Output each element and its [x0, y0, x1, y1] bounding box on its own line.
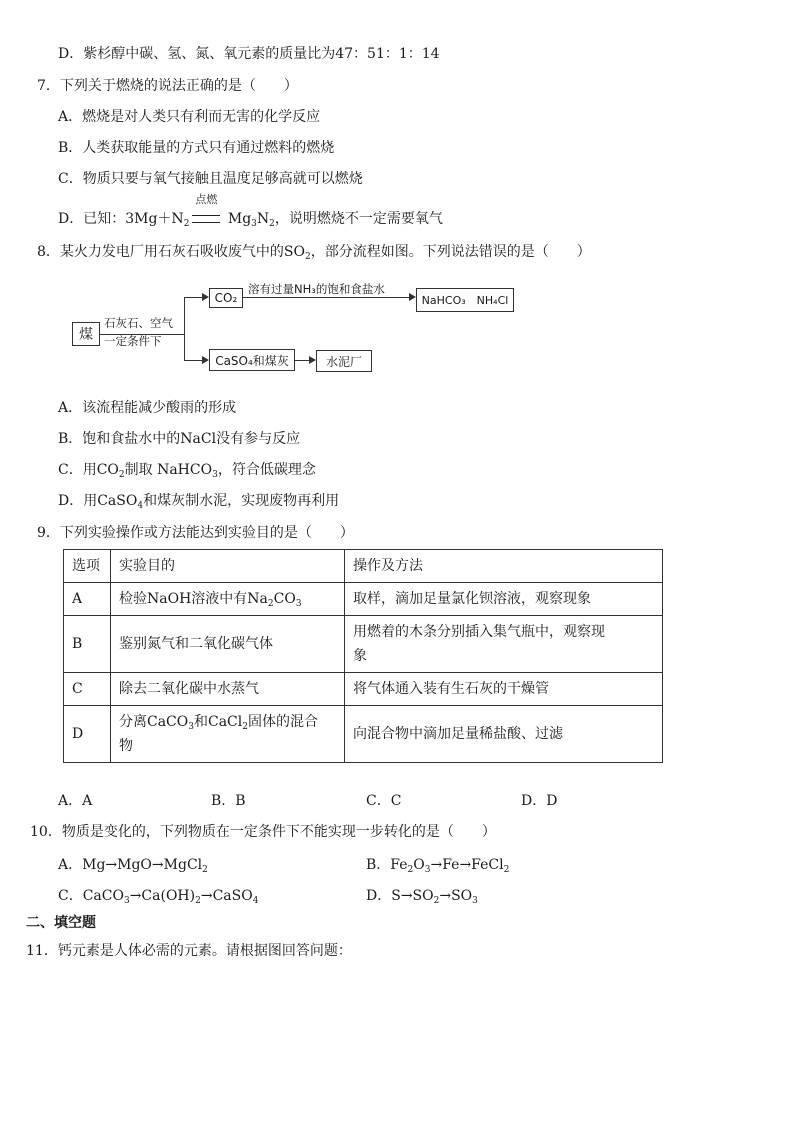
- q9-choice-a: A．A: [58, 793, 93, 809]
- table-row: A 检验NaOH溶液中有$Na_2CO_3$ 取样，滴加足量氯化钡溶液，观察现象: [64, 583, 663, 616]
- q10-stem: 10．物质是变化的，下列物质在一定条件下不能实现一步转化的是（ ）: [30, 824, 496, 840]
- q10-option-d: D．$S\to SO_2\to SO_3$: [366, 888, 478, 906]
- q6-option-d: D．紫杉醇中碳、氢、氮、氧元素的质量比为47：51：1：14: [58, 46, 440, 62]
- cement-plant-box: 水泥厂: [316, 350, 372, 372]
- condition-line-2: 一定条件下: [104, 334, 162, 348]
- table-row: D 分离CaCO$_3$和CaCl$_2$固体的混合 物 向混合物中滴加足量稀盐酸、过滤: [64, 706, 663, 763]
- header-method: 操作及方法: [345, 550, 663, 583]
- q11-stem: 11．钙元素是人体必需的元素。请根据图回答问题：: [26, 943, 352, 959]
- table-row: C 除去二氧化碳中水蒸气 将气体通入装有生石灰的干燥管: [64, 673, 663, 706]
- q10-option-b: B．$Fe_2O_3\to Fe\to FeCl_2$: [366, 857, 510, 875]
- q8-option-d: D．用CaSO$_4$和煤灰制水泥，实现废物再利用: [58, 493, 340, 511]
- table-row: B 鉴别氮气和二氧化碳气体 用燃着的木条分别插入集气瓶中，观察现 象: [64, 616, 663, 673]
- q7-option-c: C．物质只要与氧气接触且温度足够高就可以燃烧: [58, 171, 363, 187]
- experiment-table: [63, 549, 663, 763]
- q10-option-a: A．Mg→MgO→MgCl$_2$: [58, 857, 208, 875]
- q9-choice-c: C．C: [366, 793, 402, 809]
- q9-stem: 9．下列实验操作或方法能达到实验目的是（ ）: [37, 525, 354, 541]
- q7-option-d: D．已知：$3Mg+N_2$ 点燃 $Mg_3N_2$，说明燃烧不一定需要氧气: [58, 193, 443, 229]
- condition-line-1: 石灰石、空气: [104, 316, 173, 330]
- q8-option-c: C．用$CO_2$制取 NaHCO$_3$，符合低碳理念: [58, 462, 316, 480]
- table-header-row: [64, 550, 663, 583]
- products-box: NaHCO₃ NH₄Cl: [416, 288, 514, 312]
- q10-option-c: C．$CaCO_3\to Ca(OH)_2\to CaSO_4$: [58, 888, 259, 906]
- q8-option-b: B．饱和食盐水中的NaCl没有参与反应: [58, 431, 301, 447]
- reaction-condition: 点燃: [192, 205, 220, 223]
- q8-option-a: A．该流程能减少酸雨的形成: [58, 400, 237, 416]
- q9-choice-d: D．D: [521, 793, 558, 809]
- caso4-box: CaSO₄和煤灰: [209, 349, 295, 371]
- coal-box: 煤: [72, 322, 100, 346]
- co2-box: CO₂: [209, 288, 243, 308]
- header-option: 选项: [64, 550, 111, 583]
- section-title: 二、填空题: [26, 915, 96, 931]
- q7-option-b: B．人类获取能量的方式只有通过燃料的燃烧: [58, 140, 335, 156]
- ammoniated-brine-label: 溶有过量NH₃的饱和食盐水: [248, 282, 385, 296]
- q9-choice-b: B．B: [211, 793, 246, 809]
- header-aim: 实验目的: [111, 550, 345, 583]
- q8-stem: 8．某火力发电厂用石灰石吸收废气中的$SO_2$，部分流程如图。下列说法错误的是（ ）: [37, 244, 591, 262]
- q7-stem: 7．下列关于燃烧的说法正确的是（ ）: [37, 78, 298, 94]
- q7-option-a: A．燃烧是对人类只有利而无害的化学反应: [58, 109, 321, 125]
